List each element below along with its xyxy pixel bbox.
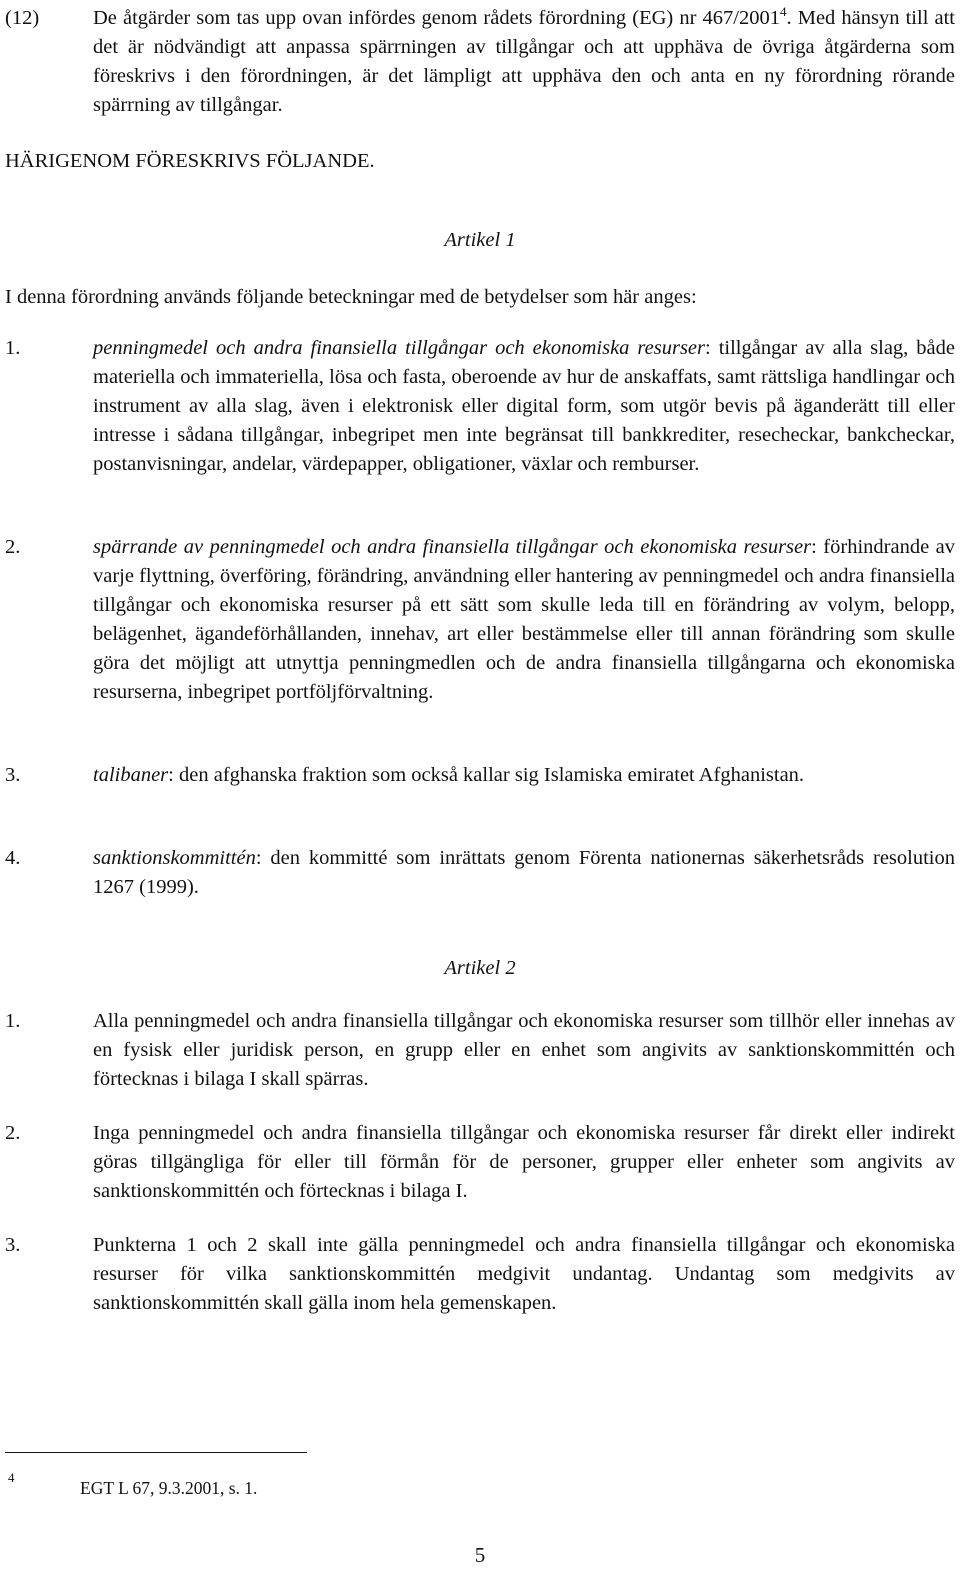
recital-text-end: . Med hänsyn till att det är nödvändigt att anpassa spärrningen av tillgångar och att upphäva de övriga åtgärderna som föreskrivs i den förordningen, är det lämpligt att upphäva den och anta en ny förordning rörande spärrning av tillgångar. — [93, 7, 955, 116]
paragraph-number: 1. — [5, 1010, 21, 1032]
article-1-item-3 — [5, 761, 955, 790]
article-1-intro: I denna förordning används följande beteckningar med de betydelser som här anges: — [5, 286, 697, 308]
item-text — [93, 844, 955, 902]
article-2-paragraph-1 — [5, 1007, 955, 1094]
recital-text-start: De åtgärder som tas upp ovan infördes genom rådets förordning (EG) nr 467/2001 — [93, 7, 780, 29]
footnote-mark: 4 — [8, 1470, 15, 1485]
recital-number: (12) — [5, 7, 40, 29]
paragraph-number: 3. — [5, 1234, 21, 1256]
article-2-paragraph-2 — [5, 1119, 955, 1206]
paragraph-text: Punkterna 1 och 2 skall inte gälla penningmedel och andra finansiella tillgångar och ekonomiska resurser för vilka sanktionskommittén medgivit undantag. Undantag som medgivits av sanktionskommittén skall gälla inom hela gemenskapen. — [93, 1234, 955, 1314]
item-text — [93, 761, 955, 790]
item-text — [93, 334, 955, 479]
article-1-item-4 — [5, 844, 955, 902]
definition-text: : tillgångar av alla slag, både materiella och immateriella, lösa och fasta, oberoende av hur de anskaffats, samt rättsliga handlingar och instrument av alla slag, även i elektronisk eller digital form, som utgör bevis på äganderätt till eller intresse i sådana tillgångar, inbegripet men inte begränsat till bankkrediter, resecheckar, bankcheckar, postanvisningar, andelar, värdepapper, obligationer, växlar och remburser. — [93, 337, 955, 475]
recital-text — [93, 4, 955, 120]
article-2-paragraph-3 — [5, 1231, 955, 1318]
recital-12 — [5, 4, 955, 120]
footnote-separator — [5, 1452, 307, 1453]
defined-term: sanktionskommittén — [93, 847, 256, 869]
paragraph-text: Inga penningmedel och andra finansiella tillgångar och ekonomiska resurser får direkt eller indirekt göras tillgängliga för eller till förmån för de personer, grupper eller enheter som angivits av sanktionskommittén och förtecknas i bilaga I. — [93, 1122, 955, 1202]
article-1-item-1 — [5, 334, 955, 479]
item-number: 1. — [5, 337, 21, 359]
footnote-text: EGT L 67, 9.3.2001, s. 1. — [80, 1478, 258, 1498]
defined-term: talibaner — [93, 764, 169, 786]
article-1-item-2 — [5, 533, 955, 707]
item-number: 2. — [5, 536, 21, 558]
definition-text: : den afghanska fraktion som också kallar sig Islamiska emiratet Afghanistan. — [168, 764, 805, 786]
item-number: 3. — [5, 764, 21, 786]
defined-term: spärrande av penningmedel och andra finansiella tillgångar och ekonomiska resurser — [93, 536, 812, 558]
item-text — [93, 533, 955, 707]
definition-text: : förhindrande av varje flyttning, överföring, förändring, användning eller hantering av penningmedel och andra finansiella tillgångar och ekonomiska resurser på ett sätt som skulle leda till en förändring av volym, belopp, belägenhet, ägandeförhållanden, innehav, art eller bestämmelse eller till annan förändring som skulle göra det möjligt att utnyttja penningmedlen och de andra finansiella tillgångarna och ekonomiska resurserna, inbegripet portföljförvaltning. — [93, 536, 956, 703]
definition-text: : den kommitté som inrättats genom Förenta nationernas säkerhetsråds resolution 1267 (1999). — [93, 847, 955, 898]
defined-term: penningmedel och andra finansiella tillgångar och ekonomiska resurser — [93, 337, 706, 359]
page-number: 5 — [474, 1543, 486, 1567]
enacting-formula: HÄRIGENOM FÖRESKRIVS FÖLJANDE. — [5, 150, 375, 172]
article-1-heading: Artikel 1 — [444, 229, 516, 251]
footnote-reference: 4 — [780, 4, 787, 20]
paragraph-number: 2. — [5, 1122, 21, 1144]
paragraph-text: Alla penningmedel och andra finansiella tillgångar och ekonomiska resurser som tillhör eller innehas av en fysisk eller juridisk person, en grupp eller en enhet som angivits av sanktionskommittén och förtecknas i bilaga I skall spärras. — [93, 1010, 955, 1090]
article-2-heading: Artikel 2 — [444, 957, 516, 979]
item-number: 4. — [5, 847, 21, 869]
